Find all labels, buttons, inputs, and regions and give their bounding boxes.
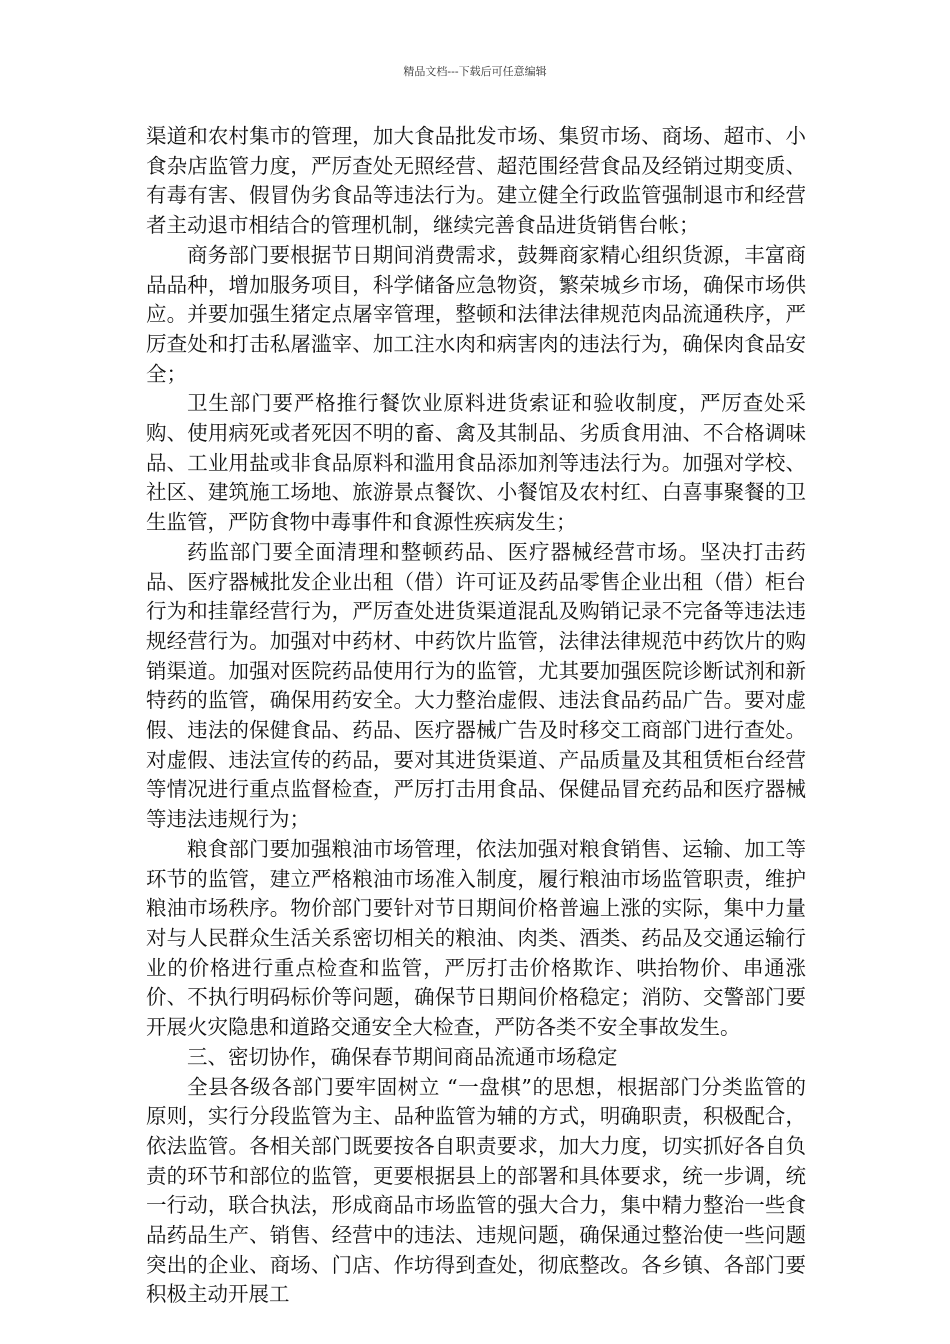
- document-body: [146, 122, 806, 1310]
- paragraph-grain-department: 粮食部门要加强粮油市场管理，依法加强对粮食销售、运输、加工等环节的监管，建立严格粮油市场准入制度，履行粮油市场监管职责，维护粮油市场秩序。物价部门要针对节日期间价格普遍上涨的实际，集中力量对与人民群众生活关系密切相关的粮油、肉类、酒类、药品及交通运输行业的价格进行重点检查和监管，严厉打击价格欺诈、哄抬物价、串通涨价、不执行明码标价等问题，确保节日期间价格稳定；消防、交警部门要开展火灾隐患和道路交通安全大检查，严防各类不安全事故发生。: [146, 836, 806, 1040]
- paragraph-drug-administration: 药监部门要全面清理和整顿药品、医疗器械经营市场。坚决打击药品、医疗器械批发企业出租（借）许可证及药品零售企业出租（借）柜台行为和挂靠经营行为，严厉查处进货渠道混乱及购销记录不完备等违法违规经营行为。加强对中药材、中药饮片监管，法律法律规范中药饮片的购销渠道。加强对医院药品使用行为的监管，尤其要加强医院诊断试剂和新特药的监管，确保用药安全。大力整治虚假、违法食品药品广告。要对虚假、违法的保健食品、药品、医疗器械广告及时移交工商部门进行查处。对虚假、违法宣传的药品，要对其进货渠道、产品质量及其租赁柜台经营等情况进行重点监督检查，严厉打击用食品、保健品冒充药品和医疗器械等违法违规行为；: [146, 539, 806, 832]
- paragraph-health-department: 卫生部门要严格推行餐饮业原料进货索证和验收制度，严厉查处采购、使用病死或者死因不明的畜、禽及其制品、劣质食用油、不合格调味品、工业用盐或非食品原料和滥用食品添加剂等违法行为。加强对学校、社区、建筑施工场地、旅游景点餐饮、小餐馆及农村红、白喜事聚餐的卫生监管，严防食物中毒事件和食源性疾病发生；: [146, 391, 806, 535]
- paragraph-commerce-department: 商务部门要根据节日期间消费需求，鼓舞商家精心组织货源，丰富商品品种，增加服务项目，科学储备应急物资，繁荣城乡市场，确保市场供应。并要加强生猪定点屠宰管理，整顿和法律法律规范肉品流通秩序，严厉查处和打击私屠滥宰、加工注水肉和病害肉的违法行为，确保肉食品安全；: [146, 242, 806, 386]
- section-heading-cooperation: 三、密切协作，确保春节期间商品流通市场稳定: [187, 1044, 618, 1069]
- paragraph-market-channels: 渠道和农村集市的管理，加大食品批发市场、集贸市场、商场、超市、小食杂店监管力度，严厉查处无照经营、超范围经营食品及经销过期变质、有毒有害、假冒伪劣食品等违法行为。建立健全行政监管强制退市和经营者主动退市相结合的管理机制，继续完善食品进货销售台帐；: [146, 124, 806, 238]
- page-header: 精品文档---下载后可任意编辑: [403, 65, 547, 78]
- paragraph-county-departments: 全县各级各部门要牢固树立 “一盘棋”的思想，根据部门分类监管的原则，实行分段监管为主、品种监管为辅的方式，明确职责，积极配合，依法监管。各相关部门既要按各自职责要求，加大力度，切实抓好各自负责的环节和部位的监管，更要根据县上的部署和具体要求，统一步调，统一行动，联合执法，形成商品市场监管的强大合力，集中精力整治一些食品药品生产、销售、经营中的违法、违规问题，确保通过整治使一些问题突出的企业、商场、门店、作坊得到查处，彻底整改。各乡镇、各部门要积极主动开展工: [146, 1074, 806, 1307]
